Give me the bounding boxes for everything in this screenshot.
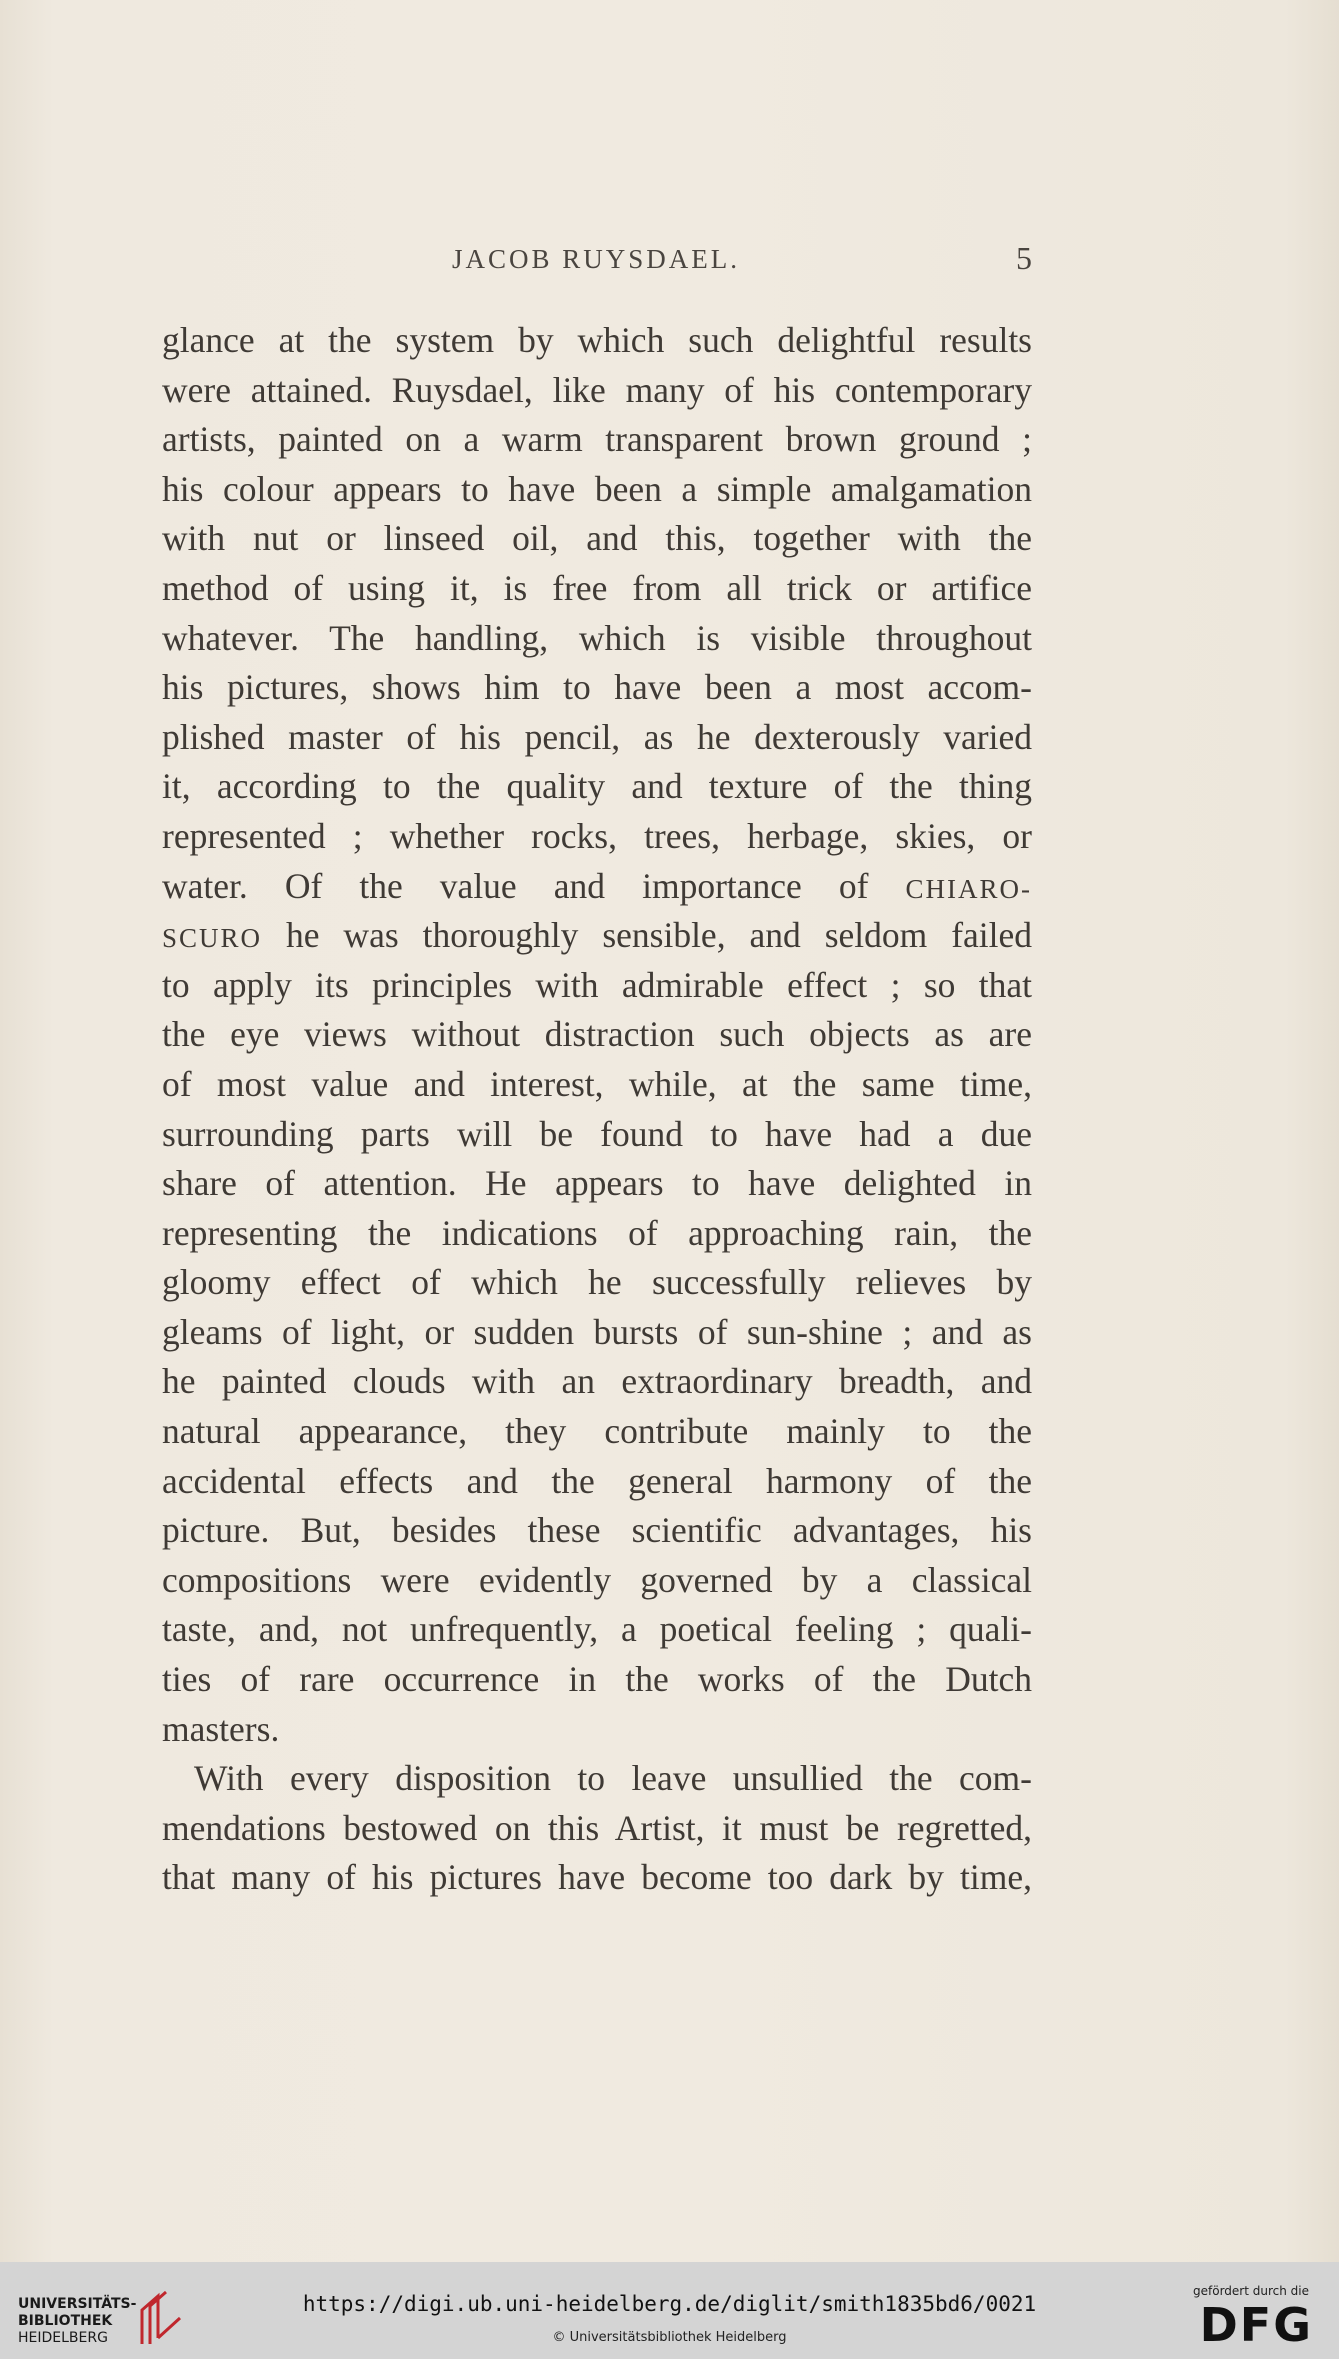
text-line: With every disposition to leave unsullied the com-: [194, 1758, 1032, 1799]
text-line: he painted clouds with an extraordinary breadth, and: [162, 1361, 1032, 1402]
library-name-line: HEIDELBERG: [18, 2330, 108, 2346]
text-line: his colour appears to have been a simple amalgamation: [162, 468, 1032, 509]
text-line: gloomy effect of which he successfully relieves by: [162, 1262, 1032, 1303]
permalink-url[interactable]: https://digi.ub.uni-heidelberg.de/diglit/smith1835bd6/0021: [302, 2292, 1037, 2316]
dfg-logo: DFG: [1199, 2298, 1313, 2352]
text-fragment: he was thoroughly sensible, and seldom failed: [285, 915, 1033, 956]
text-line: his pictures, shows him to have been a most accom-: [162, 667, 1032, 708]
text-line: that many of his pictures have become too dark by time,: [162, 1857, 1032, 1898]
text-line: represented ; whether rocks, trees, herbage, skies, or: [162, 815, 1032, 856]
text-line: whatever. The handling, which is visible throughout: [162, 617, 1032, 658]
text-line: masters.: [162, 1708, 280, 1749]
text-line: the eye views without distraction such objects as are: [162, 1014, 1032, 1055]
running-title: JACOB RUYSDAEL.: [451, 244, 741, 274]
text-line-with-smallcaps: [162, 911, 1032, 961]
text-line: taste, and, not unfrequently, a poetical feeling ; quali-: [162, 1609, 1032, 1650]
text-line: compositions were evidently governed by a classical: [162, 1559, 1032, 1600]
body-text: [162, 316, 1032, 1903]
text-line: with nut or linseed oil, and this, together with the: [162, 518, 1032, 559]
text-line: glance at the system by which such delightful results: [162, 320, 1032, 360]
text-line-with-smallcaps: [162, 862, 1032, 912]
text-fragment: water. Of the value and importance of: [162, 865, 869, 906]
page-header: [160, 240, 1032, 284]
text-line: representing the indications of approaching rain, the: [162, 1212, 1032, 1253]
library-name-line: UNIVERSITÄTS-: [18, 2296, 137, 2312]
text-line: share of attention. He appears to have delighted in: [162, 1163, 1032, 1204]
funded-by-label: gefördert durch die: [1193, 2284, 1309, 2298]
text-line: picture. But, besides these scientific advantages, his: [162, 1510, 1032, 1551]
copyright-notice: © Universitätsbibliothek Heidelberg: [552, 2330, 787, 2345]
text-line: surrounding parts will be found to have had a due: [162, 1113, 1032, 1154]
smallcaps-term: SCURO: [162, 923, 263, 954]
text-line: it, according to the quality and texture of the thing: [162, 766, 1032, 807]
text-line: were attained. Ruysdael, like many of his contemporary: [162, 369, 1032, 410]
text-line: gleams of light, or sudden bursts of sun-shine ; and as: [162, 1311, 1032, 1352]
page-number: 5: [1016, 240, 1032, 276]
text-line: mendations bestowed on this Artist, it must be regretted,: [162, 1807, 1032, 1848]
library-name-line: BIBLIOTHEK: [18, 2313, 113, 2329]
text-line: artists, painted on a warm transparent brown ground ;: [162, 419, 1032, 460]
text-line: ties of rare occurrence in the works of the Dutch: [162, 1659, 1032, 1700]
viewer-footer: [0, 2262, 1339, 2359]
text-line: accidental effects and the general harmony of the: [162, 1460, 1032, 1501]
text-line: method of using it, is free from all trick or artifice: [162, 567, 1032, 608]
text-line: natural appearance, they contribute mainly to the: [162, 1411, 1032, 1452]
smallcaps-term: CHIARO-: [905, 873, 1032, 904]
text-line: to apply its principles with admirable effect ; so that: [162, 964, 1032, 1005]
text-line: of most value and interest, while, at the same time,: [162, 1063, 1032, 1104]
text-line: plished master of his pencil, as he dexterously varied: [162, 716, 1032, 757]
